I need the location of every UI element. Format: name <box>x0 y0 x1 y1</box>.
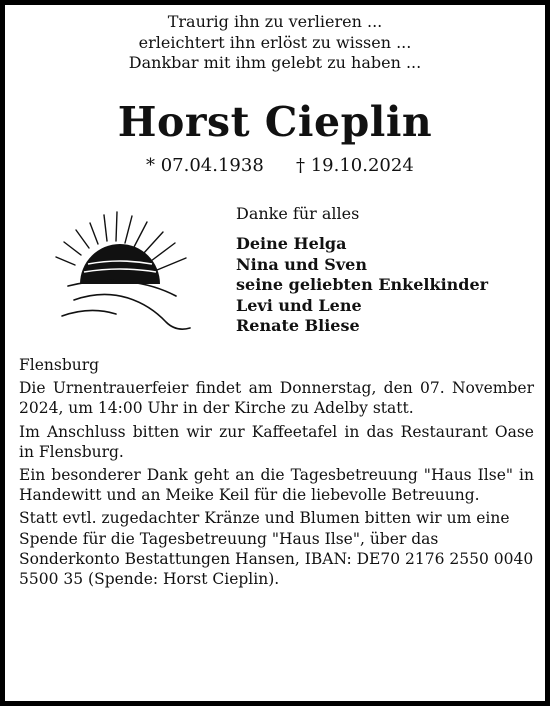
birth-date: * 07.04.1938 <box>146 155 264 176</box>
sun-ray <box>151 243 175 261</box>
sun-ray <box>64 242 81 255</box>
sun-ray <box>116 212 117 241</box>
thanks-line: Danke für alles <box>236 204 360 223</box>
paragraph-funeral: Die Urnentrauerfeier findet am Donnerstag, den 07. November 2024, um 14:00 Uhr in der Kirche zu Adelby statt. <box>19 379 534 418</box>
verse-line: Dankbar mit ihm gelebt zu haben ... <box>128 53 422 72</box>
paragraph-thanks: Ein besonderer Dank geht an die Tagesbetreuung "Haus Ilse" in Handewitt und an Meike Keil für die liebevolle Betreuung. <box>19 466 534 505</box>
sun-ray <box>76 230 89 248</box>
verse <box>0 12 550 74</box>
verse-line: erleichtert ihn erlöst zu wissen ... <box>138 32 412 52</box>
signer: Levi und Lene <box>236 295 362 315</box>
sun-ray <box>104 215 107 241</box>
verse-line: Traurig ihn zu verlieren ... <box>167 12 383 31</box>
sunset-over-hills-icon <box>50 210 200 335</box>
signer: Nina und Sven <box>236 254 367 274</box>
sun-ray <box>90 223 98 244</box>
sun-ray <box>143 232 163 254</box>
paragraph-reception: Im Anschluss bitten wir zur Kaffeetafel in das Restaurant Oase in Flensburg. <box>19 422 534 461</box>
deceased-name: Horst Cieplin <box>117 98 433 146</box>
notice-body <box>19 355 534 592</box>
sun-ray <box>157 258 186 270</box>
hill-line <box>62 310 116 316</box>
sun-ray <box>56 257 75 265</box>
hill-line <box>74 294 190 329</box>
signer: Renate Bliese <box>236 316 360 335</box>
sun-ray <box>134 222 147 247</box>
place: Flensburg <box>19 356 100 374</box>
signer: seine geliebten Enkelkinder <box>236 275 489 294</box>
paragraph-donation: Statt evtl. zugedachter Kränze und Blumen bitten wir um eine Spende für die Tagesbetreuung "Haus Ilse", über das Sonderkonto Bestattungen Hansen, IBAN: DE70 2176 2550 0040 5500 35 (Spende: Horst Cieplin). <box>19 509 534 589</box>
signer: Deine Helga <box>236 234 347 253</box>
signers-list <box>236 234 488 337</box>
death-date: † 19.10.2024 <box>296 155 414 176</box>
sun-ray <box>125 216 132 243</box>
